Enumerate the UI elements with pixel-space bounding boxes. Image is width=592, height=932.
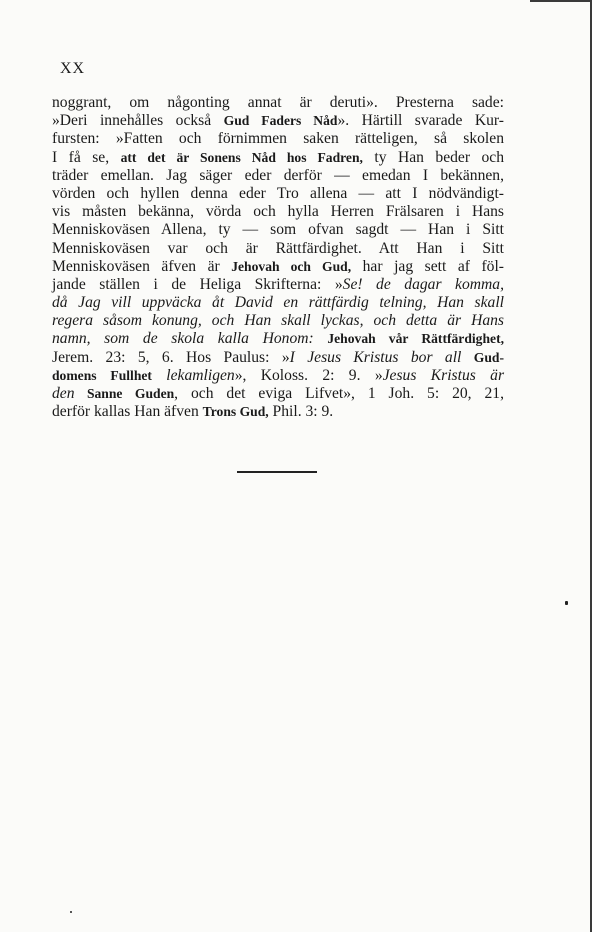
text-line [52, 221, 504, 239]
text-run: vörden och hyllen denna eder Tro allena — att I nödvändigt- [52, 184, 504, 202]
text-run: Phil. 3: 9. [268, 403, 334, 421]
text-line [52, 167, 504, 185]
scan-speck [565, 601, 568, 605]
text-line [52, 294, 504, 312]
text-line [52, 112, 504, 130]
text-line [52, 403, 504, 421]
text-line [52, 276, 504, 294]
text-run: Menniskoväsen Allena, ty — som ofvan sagdt — Han i Sitt [52, 221, 504, 239]
text-run: Menniskoväsen äfven är [52, 257, 232, 275]
emphasis-italic: Jesus Kristus är [382, 366, 505, 384]
body-text [52, 94, 504, 421]
emphasis-italic: den [52, 385, 75, 402]
text-run: , och det eviga Lifvet», 1 Joh. 5: 20, 21, [174, 385, 504, 402]
text-line [52, 385, 504, 403]
emphasis-italic: då Jag vill uppväcka åt David en rättfärdig telning, Han skall [52, 294, 504, 312]
text-line [52, 367, 504, 385]
emphasis-bold: Gud- [473, 349, 505, 365]
text-line [52, 203, 504, 221]
emphasis-italic: regera såsom konung, och Han skall lyckas, och detta är Hans [52, 312, 504, 330]
emphasis-italic: Se! de dagar komma, [342, 275, 504, 293]
emphasis-italic: I Jesus Kristus bor all [289, 348, 474, 366]
text-line [52, 149, 504, 167]
text-run: ty Han beder och [362, 148, 504, 166]
text-run: », Koloss. 2: 9. » [234, 366, 383, 384]
text-line [52, 330, 504, 348]
scan-speck [70, 911, 72, 913]
text-run: »Deri innehålles också [52, 112, 224, 130]
emphasis-bold: Sanne Guden [74, 386, 175, 401]
text-line [52, 94, 504, 112]
text-run: derför kallas Han äfven [52, 403, 203, 421]
text-run: fursten: »Fatten och förnimmen saken rätteligen, så skolen [52, 130, 504, 148]
scan-edge-top [530, 0, 592, 2]
section-divider [237, 471, 317, 473]
text-line [52, 185, 504, 203]
text-run: I få se, [52, 148, 121, 166]
text-run: Jerem. 23: 5, 6. Hos Paulus: » [52, 348, 290, 366]
emphasis-bold: domens Fullhet [52, 367, 152, 383]
text-run: jande ställen i de Heliga Skrifterna: » [52, 275, 343, 293]
text-run: vis måsten bekänna, vörda och hylla Herren Frälsaren i Hans [52, 203, 504, 221]
emphasis-italic: lekamligen [151, 366, 235, 384]
text-line [52, 349, 504, 367]
emphasis-italic: namn, som de skola kalla Honom: [52, 330, 328, 348]
emphasis-bold: Gud Faders Nåd [223, 113, 338, 129]
text-run: träder emellan. Jag säger eder derför — emedan I bekännen, [52, 166, 504, 184]
emphasis-bold: att det är Sonens Nåd hos Fadren, [120, 149, 363, 165]
text-line [52, 258, 504, 276]
page-number: XX [60, 60, 86, 77]
text-line [52, 240, 504, 258]
text-run: noggrant, om någonting annat är deruti». Presterna sade: [52, 94, 504, 111]
text-run: har jag sett af föl- [351, 257, 504, 275]
text-line [52, 312, 504, 330]
emphasis-bold: Trons Gud, [202, 404, 269, 420]
emphasis-bold: Jehovah vår Rättfärdighet, [327, 331, 504, 347]
text-line [52, 130, 504, 148]
text-run: Menniskoväsen var och är Rättfärdighet. Att Han i Sitt [52, 239, 504, 257]
text-run: ». Härtill svarade Kur- [337, 112, 504, 130]
emphasis-bold: Jehovah och Gud, [231, 258, 352, 274]
